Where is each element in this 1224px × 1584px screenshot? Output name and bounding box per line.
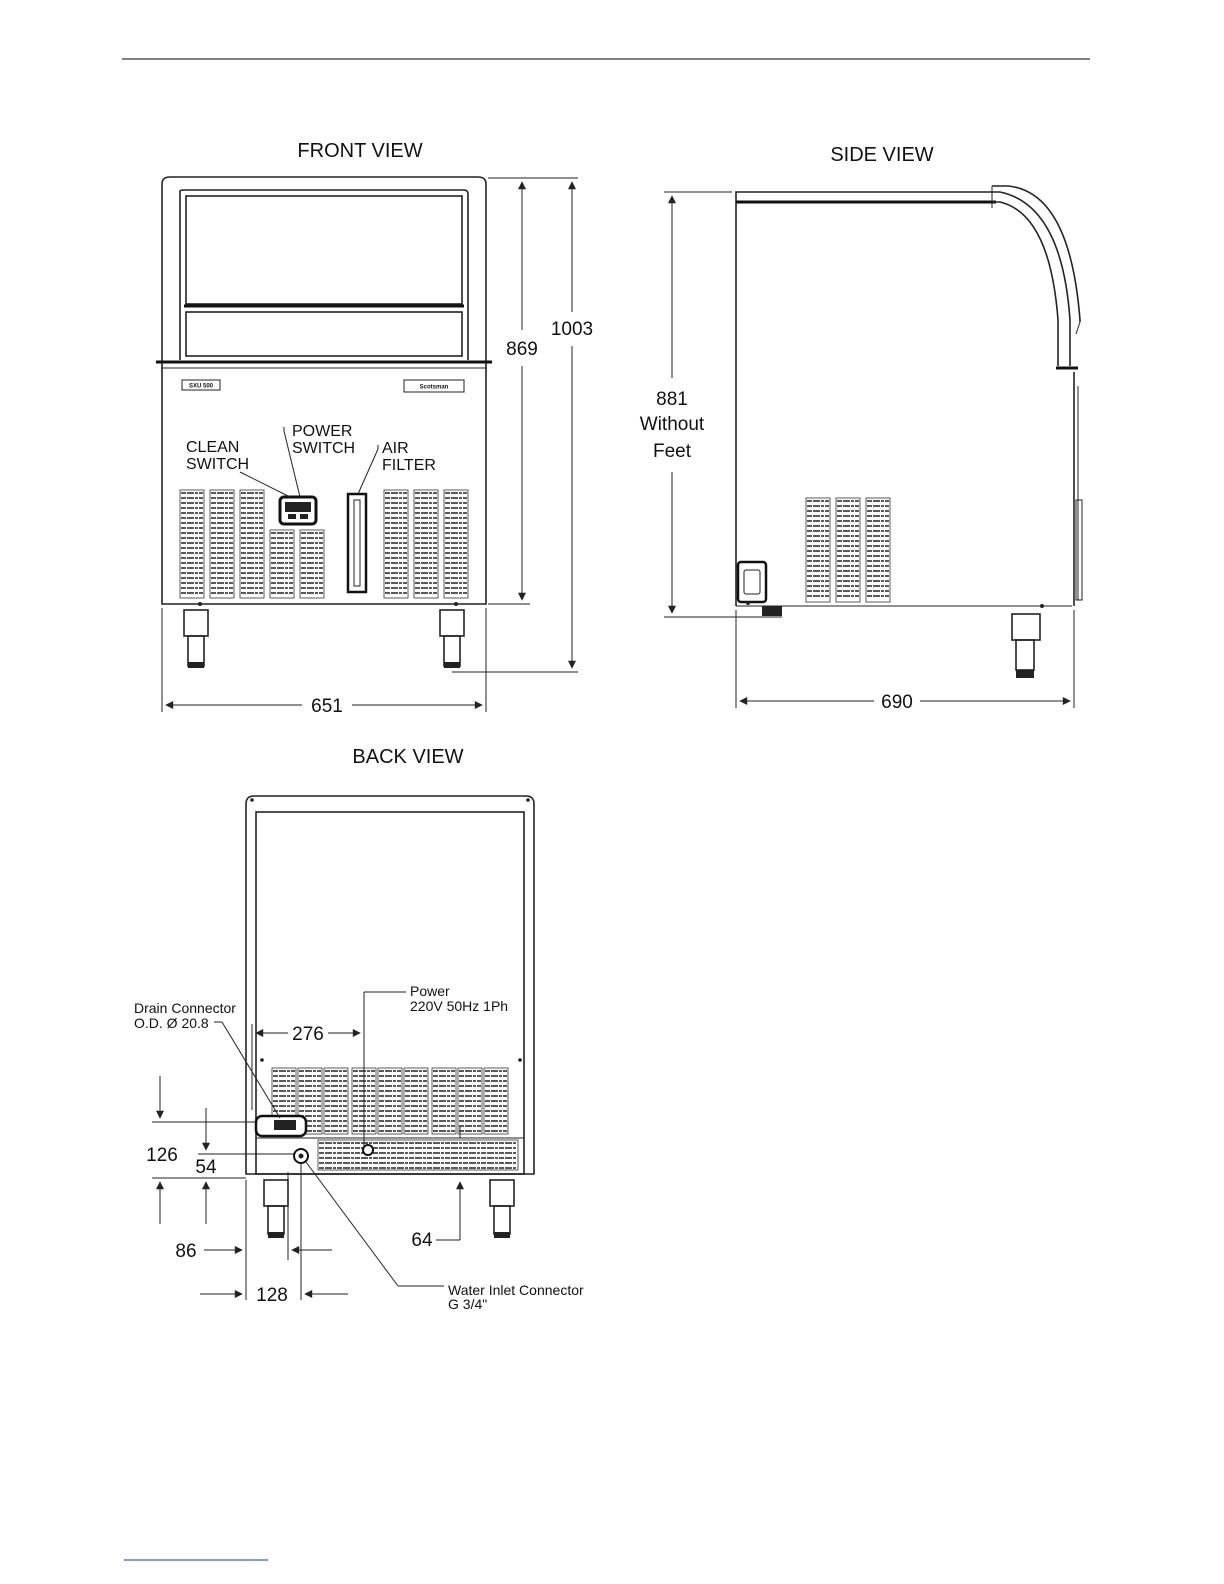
power-label-2: 220V 50Hz 1Ph (410, 998, 509, 1014)
grille-frame (240, 490, 264, 598)
back-view (134, 746, 584, 1312)
air-filter-label-2: FILTER (382, 457, 436, 474)
dim-back-276: 276 (292, 1024, 324, 1045)
front-door-frame (180, 190, 468, 360)
dim-back-64: 64 (411, 1230, 433, 1251)
front-view (156, 140, 593, 717)
side-foot (1012, 614, 1040, 678)
dim-back-126: 126 (146, 1145, 178, 1166)
back-louver-grilles (272, 1068, 508, 1134)
side-cabinet-outline (736, 192, 1000, 606)
water-inlet-label-1: Water Inlet Connector (448, 1282, 584, 1298)
grille-frame (210, 490, 234, 598)
front-model-badge-text: SXU 500 (188, 383, 214, 390)
power-switch-label-2: SWITCH (292, 440, 356, 457)
air-filter-label-1: AIR (382, 440, 409, 457)
drain-connector-label-1: Drain Connector (134, 1000, 236, 1016)
grille-frame (414, 490, 438, 598)
side-view (640, 144, 1082, 713)
front-brand-badge-text: Scotsman (419, 384, 449, 391)
dim-front-1003: 1003 (550, 319, 594, 340)
side-louver-grille (806, 498, 890, 602)
grille-frame (384, 490, 408, 598)
dim-back-128: 128 (256, 1285, 288, 1306)
back-foot-left (264, 1180, 288, 1238)
side-door-curve-inner (992, 202, 1058, 366)
front-foot-right (440, 602, 464, 668)
dim-side-881-line3: Feet (652, 441, 692, 462)
dim-back-86: 86 (175, 1241, 197, 1262)
front-louver-grilles (180, 490, 468, 598)
air-filter (348, 494, 366, 592)
side-handle (738, 562, 766, 602)
back-bottom-grille (318, 1140, 518, 1170)
dim-front-651: 651 (311, 696, 343, 717)
grille-frame (180, 490, 204, 598)
dim-back-54: 54 (195, 1157, 217, 1178)
clean-switch-label-2: SWITCH (186, 456, 250, 473)
dim-side-881: 881 (656, 389, 688, 410)
power-switch-label-1: POWER (292, 423, 353, 440)
side-view-title: SIDE VIEW (830, 144, 934, 166)
front-view-title: FRONT VIEW (297, 140, 423, 162)
grille-frame (318, 1140, 518, 1170)
water-inlet-label-2: G 3/4" (448, 1296, 488, 1312)
dim-front-869: 869 (506, 339, 538, 360)
front-foot-left (184, 602, 208, 668)
back-foot-right (490, 1180, 514, 1238)
drain-connector-label-2: O.D. Ø 20.8 (134, 1015, 209, 1031)
back-view-title: BACK VIEW (352, 746, 464, 768)
grille-frame (444, 490, 468, 598)
clean-switch-label-1: CLEAN (186, 439, 240, 456)
dim-side-881-line2: Without (639, 414, 705, 435)
power-label-1: Power (410, 983, 450, 999)
front-door-window (186, 196, 462, 304)
dim-side-690: 690 (881, 692, 913, 713)
front-door-lower-panel (186, 312, 462, 356)
power-inlet (363, 1145, 373, 1155)
side-door-curve-outer (992, 186, 1080, 322)
